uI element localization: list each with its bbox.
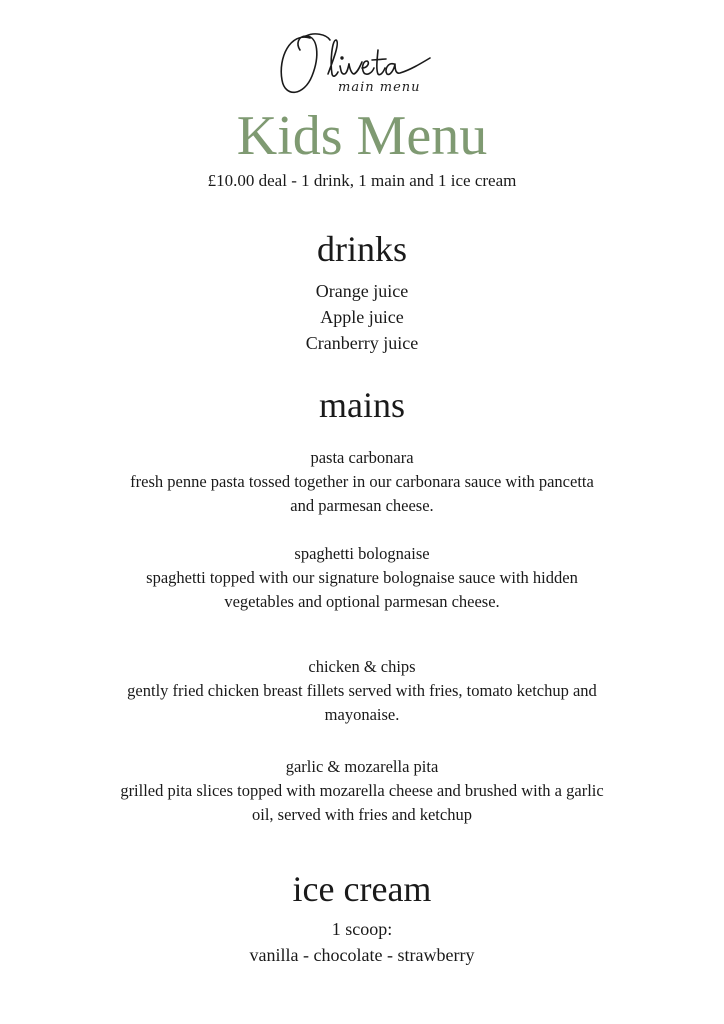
ice-cream-flavours: vanilla - chocolate - strawberry xyxy=(249,945,475,965)
dish-item xyxy=(120,446,604,518)
drinks-list xyxy=(0,278,724,356)
mains-heading: mains xyxy=(319,385,405,425)
dish-description: gently fried chicken breast fillets served with fries, tomato ketchup and mayonaise. xyxy=(127,681,597,724)
list-item: Apple juice xyxy=(320,307,404,327)
ice-cream-heading: ice cream xyxy=(292,869,432,909)
dish-name: pasta carbonara xyxy=(310,448,414,467)
dish-name: spaghetti bolognaise xyxy=(294,544,430,563)
dish-name: chicken & chips xyxy=(308,657,416,676)
logo-subtitle: main menu xyxy=(338,80,421,95)
list-item: Orange juice xyxy=(315,281,409,301)
dish-description: grilled pita slices topped with mozarella cheese and brushed with a garlic oil, served with fries and ketchup xyxy=(120,781,604,824)
dish-item xyxy=(120,542,604,614)
dish-name: garlic & mozarella pita xyxy=(285,757,439,776)
oliveta-logo xyxy=(270,28,470,104)
ice-cream-portion: 1 scoop: xyxy=(331,919,393,939)
deal-text: £10.00 deal - 1 drink, 1 main and 1 ice cream xyxy=(207,171,517,190)
dish-description: spaghetti topped with our signature bolognaise sauce with hidden vegetables and optional parmesan cheese. xyxy=(146,568,578,611)
dish-item xyxy=(120,755,604,827)
dish-description: fresh penne pasta tossed together in our carbonara sauce with pancetta and parmesan cheese. xyxy=(130,472,594,515)
list-item: Cranberry juice xyxy=(305,333,419,353)
page-title: Kids Menu xyxy=(236,105,488,167)
dish-item xyxy=(120,655,604,727)
drinks-heading: drinks xyxy=(317,229,407,269)
